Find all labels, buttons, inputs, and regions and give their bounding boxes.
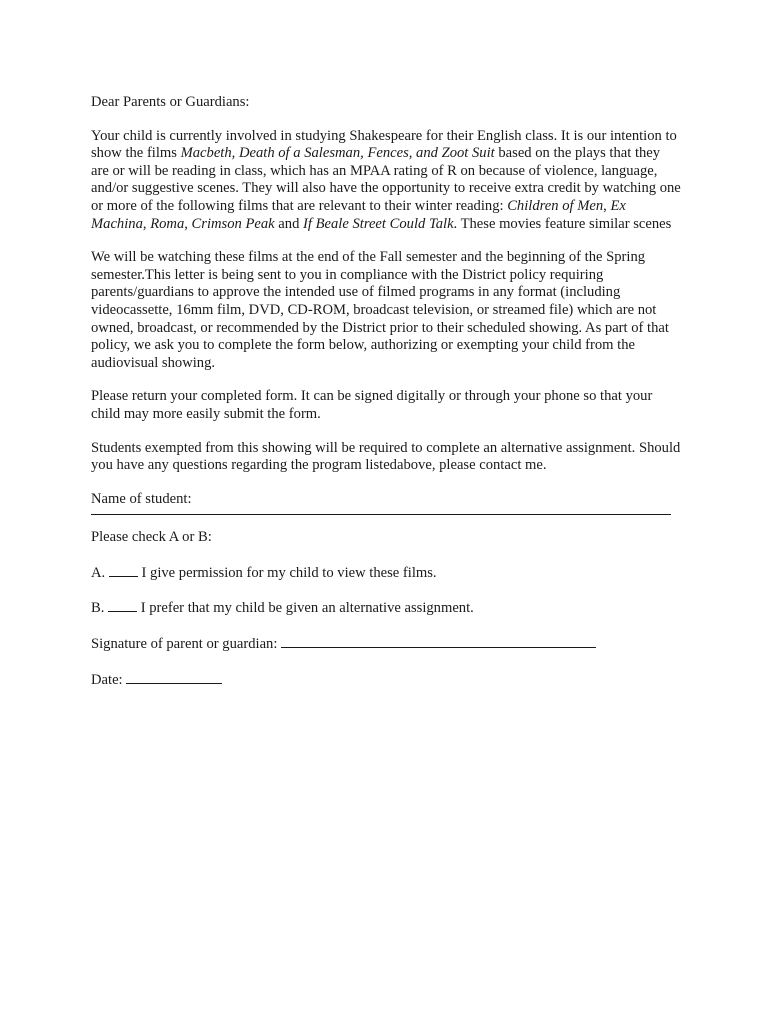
option-b-text: I prefer that my child be given an alternative assignment. (140, 600, 474, 617)
option-a-text: I give permission for my child to view these films. (141, 564, 437, 581)
date-field[interactable] (126, 670, 222, 684)
signature-field[interactable] (281, 634, 596, 648)
option-b-letter: B. (91, 600, 105, 617)
signature-row (91, 634, 681, 654)
paragraph-text: based on the plays that they are or will be reading in class, which has an MPAA rating of R on because of violence, language, and/or suggestive scenes. They will also have the opportunity to receive extra credit by watching one or more of the following films that are relevant to their winter reading: (91, 145, 681, 214)
letter-body (91, 94, 681, 705)
film-title: Children of Men (507, 197, 604, 214)
student-name-field[interactable] (91, 510, 671, 515)
signature-label: Signature of parent or guardian: (91, 636, 278, 653)
paragraph-films-intro (91, 128, 681, 234)
separator: , (142, 215, 151, 232)
separator: , (184, 215, 192, 232)
separator: , (603, 197, 611, 214)
option-a-letter: A. (91, 564, 106, 581)
paragraph-policy: We will be watching these films at the end of the Fall semester and the beginning of the Spring semester.This letter is being sent to you in compliance with the District policy requiring parents/guardians to approve the intended use of filmed programs in any format (including videocassette, 16mm film, DVD, CD-ROM, broadcast television, or streamed file) which are not owned, broadcast, or recommended by the District prior to their scheduled showing. As part of that policy, we ask you to complete the form below, authorizing or exempting your child from the audiovisual showing. (91, 249, 669, 371)
film-title: If Beale Street Could Talk (303, 215, 454, 232)
paragraph-exemption: Students exempted from this showing will be required to complete an alternative assignment. Should you have any questions regarding the program listedabove, please contact me. (91, 439, 681, 474)
student-name-label: Name of student: (91, 490, 192, 507)
conjunction: and (274, 215, 304, 232)
check-instruction: Please check A or B: (91, 529, 212, 546)
film-title: Roma (150, 215, 185, 232)
greeting: Dear Parents or Guardians: (91, 94, 250, 110)
option-a-check-blank[interactable] (109, 563, 138, 577)
option-b (91, 598, 681, 618)
option-a (91, 563, 681, 583)
paragraph-text: Your child is currently involved in studying Shakespeare for their English class. It is our intention to show the films (91, 127, 677, 162)
paragraph-return-form: Please return your completed form. It can be signed digitally or through your phone so that your child may more easily submit the form. (91, 388, 653, 422)
film-title: Ex Machina (91, 197, 626, 232)
option-b-check-blank[interactable] (108, 598, 137, 612)
date-label: Date: (91, 671, 123, 688)
date-row (91, 670, 681, 690)
film-title: Crimson Peak (191, 215, 275, 232)
paragraph-text: . These movies feature similar scenes (453, 215, 672, 232)
assigned-films: Macbeth, Death of a Salesman, Fences, and Zoot Suit (180, 145, 495, 162)
